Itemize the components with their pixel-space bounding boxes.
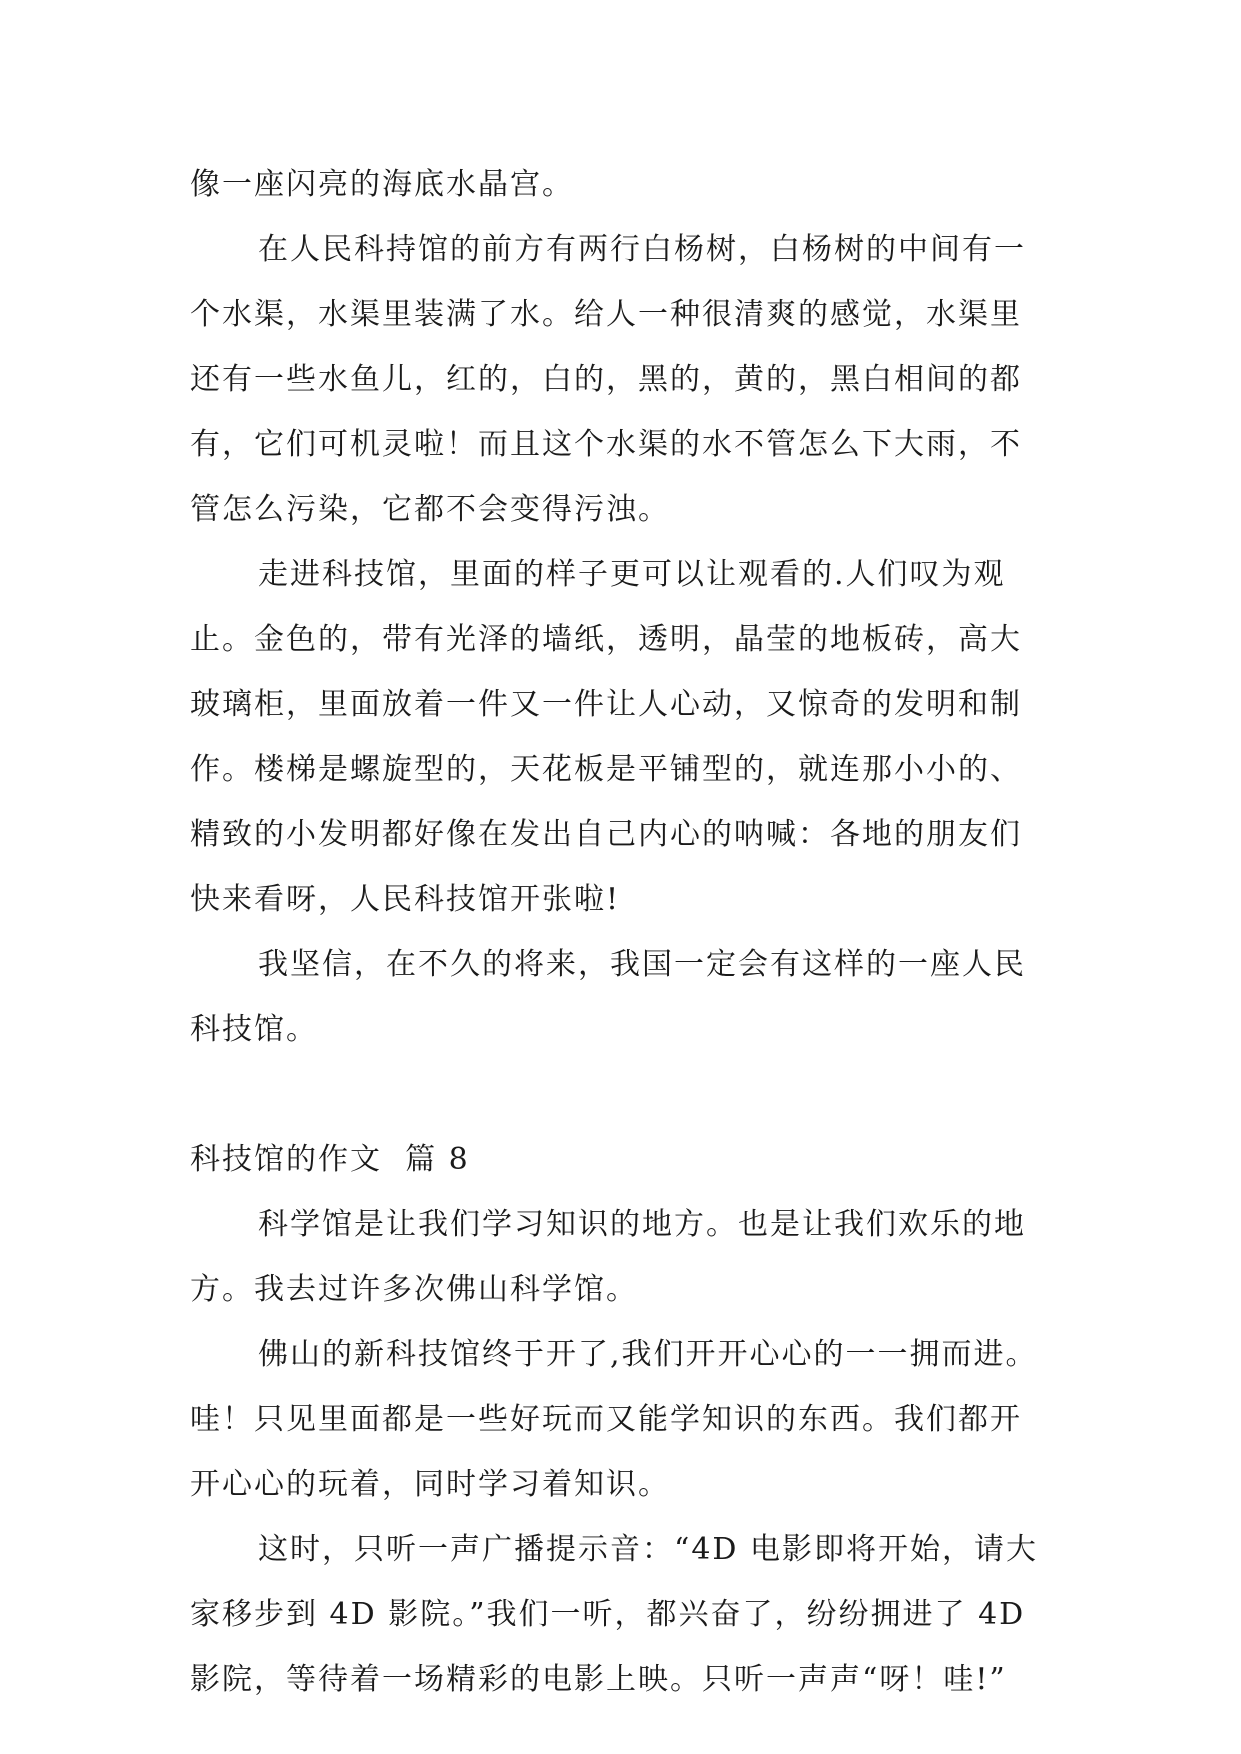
body-line: 个水渠，水渠里装满了水。给人一种很清爽的感觉，水渠里 bbox=[190, 297, 1022, 332]
paragraph-start-line: 走进科技馆，里面的样子更可以让观看的.人们叹为观 bbox=[258, 557, 1006, 592]
body-line: 家移步到 4D 影院。”我们一听，都兴奋了，纷纷拥进了 4D bbox=[190, 1597, 1026, 1632]
body-line: 快来看呀，人民科技馆开张啦! bbox=[190, 882, 621, 917]
body-line: 管怎么污染，它都不会变得污浊。 bbox=[190, 492, 670, 527]
paragraph-start-line: 在人民科持馆的前方有两行白杨树，白杨树的中间有一 bbox=[258, 232, 1026, 267]
paragraph-start-line: 佛山的新科技馆终于开了,我们开开心心的一一拥而进。 bbox=[258, 1337, 1038, 1372]
body-line: 科技馆。 bbox=[190, 1012, 318, 1047]
body-line: 开心心的玩着，同时学习着知识。 bbox=[190, 1467, 670, 1502]
body-line: 玻璃柜，里面放着一件又一件让人心动，又惊奇的发明和制 bbox=[190, 687, 1022, 722]
section-spacer bbox=[190, 1062, 1050, 1127]
body-line: 有，它们可机灵啦！而且这个水渠的水不管怎么下大雨，不 bbox=[190, 427, 1022, 462]
body-line: 哇！只见里面都是一些好玩而又能学知识的东西。我们都开 bbox=[190, 1402, 1022, 1437]
body-line: 像一座闪亮的海底水晶宫。 bbox=[190, 167, 574, 202]
paragraph-start-line: 我坚信，在不久的将来，我国一定会有这样的一座人民 bbox=[258, 947, 1026, 982]
body-line: 精致的小发明都好像在发出自己内心的呐喊：各地的朋友们 bbox=[190, 817, 1022, 852]
body-line: 还有一些水鱼儿，红的，白的，黑的，黄的，黑白相间的都 bbox=[190, 362, 1022, 397]
paragraph-start-line: 这时，只听一声广播提示音：“4D 电影即将开始，请大 bbox=[258, 1532, 1039, 1567]
body-line: 影院，等待着一场精彩的电影上映。只听一声声“呀！哇!” bbox=[190, 1662, 1007, 1697]
body-line: 止。金色的，带有光泽的墙纸，透明，晶莹的地板砖，高大 bbox=[190, 622, 1022, 657]
paragraph-start-line: 科学馆是让我们学习知识的地方。也是让我们欢乐的地 bbox=[258, 1207, 1026, 1242]
body-line: 方。我去过许多次佛山科学馆。 bbox=[190, 1272, 638, 1307]
section-title: 科技馆的作文 篇 8 bbox=[190, 1142, 470, 1177]
body-line: 作。楼梯是螺旋型的，天花板是平铺型的，就连那小小的、 bbox=[190, 752, 1022, 787]
document-body bbox=[190, 152, 1050, 1712]
